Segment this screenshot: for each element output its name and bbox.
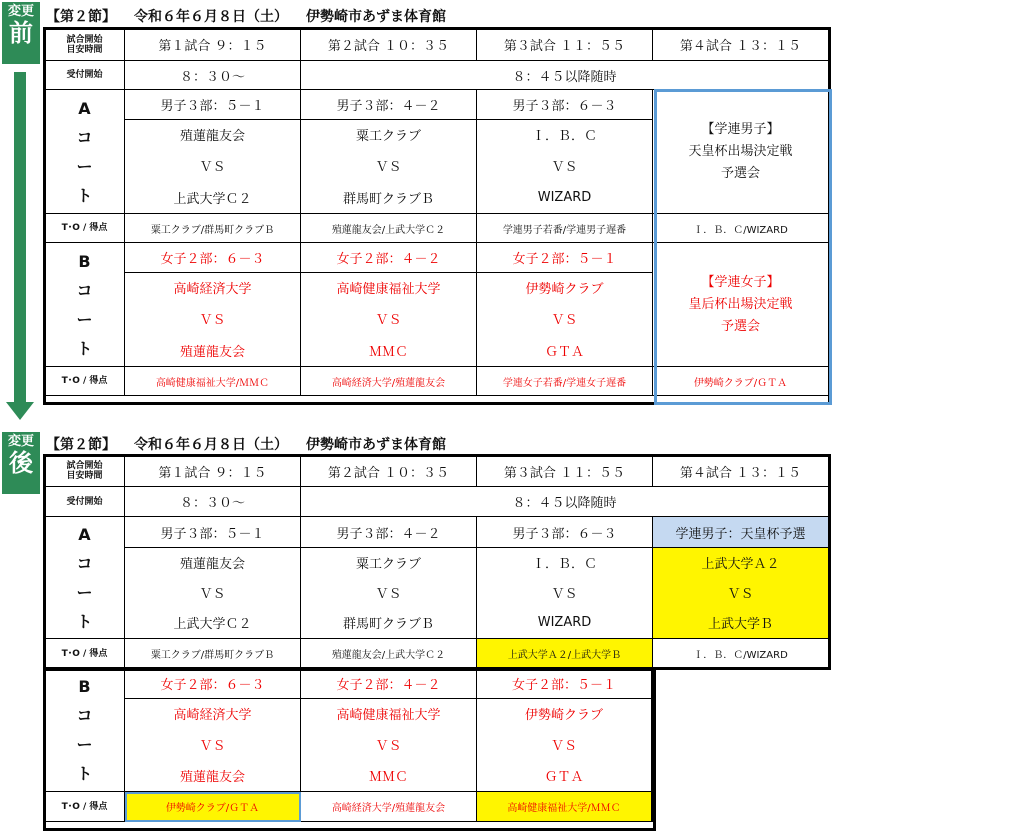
to-label: T･O / 得点 (45, 639, 125, 669)
after-badge: 変更 後 (2, 432, 40, 494)
to-label: T･O / 得点 (45, 367, 125, 396)
before-title: 【第２節】 令和６年６月８日（土） 伊勢崎市あずま体育館 (46, 9, 446, 25)
after-title: 【第２節】 令和６年６月８日（土） 伊勢崎市あずま体育館 (46, 437, 446, 453)
to-label: T･O / 得点 (45, 792, 125, 822)
start-time-label: 試合開始 目安時間 (45, 456, 125, 487)
change-arrow-shaft (14, 72, 26, 404)
before-a-col4: 【学連男子】 天皇杯出場決定戦 予選会 (653, 90, 829, 214)
change-arrow-icon (6, 402, 34, 420)
before-schedule-table: 試合開始 目安時間 第１試合 ９：１５ 第２試合 １０：３５ 第３試合 １１：５５ 第４試合 １３：１５ 受付開始 ８：３０〜 ８：４５以降随時 A コ ー ト 男子３部：５－１ 男子３部：４－２ 男子３部：６－３ 【学連男子】 天皇杯出場決定戦 予選会 殖蓮龍友会 粟工クラブ Ｉ．Ｂ．Ｃ ＶＳ ＶＳ ＶＳ 上武大学Ｃ２ 群馬町クラブＢ WIZARD T･O / 得点 粟工クラブ/群馬町クラブＢ 殖蓮龍友会/上武大学Ｃ２ 学連男子若番/学連男子遅番 Ｉ．Ｂ．Ｃ/WIZARD B コ ー ト 女子２部：６－３ 女子２部：４－２ 女子２部：５－１ 【学連女子】 皇后杯出場決定戦 予選会 高崎経済大学 高崎健康福祉大学 伊勢崎クラブ ＶＳ ＶＳ ＶＳ 殖蓮龍友会 ＭＭＣ ＧＴＡ T･O / 得点 高崎健康福祉大学/ＭＭＣ 高崎経済大学/殖蓮龍友会 学連女子若番/学連女子遅番 伊勢崎クラブ/ＧＴＡ (44, 28, 829, 396)
court-b-label: B コ ー ト (45, 243, 125, 367)
court-a-label: A コ ー ト (45, 517, 125, 639)
to-label: T･O / 得点 (45, 214, 125, 243)
court-a-label: A コ ー ト (45, 90, 125, 214)
after-schedule-table: 試合開始 目安時間 第１試合 ９：１５ 第２試合 １０：３５ 第３試合 １１：５５ 第４試合 １３：１５ 受付開始 ８：３０〜 ８：４５以降随時 A コ ー ト 男子３部：５－１ 男子３部：４－２ 男子３部：６－３ 学連男子：天皇杯予選 殖蓮龍友会 粟工クラブ Ｉ．Ｂ．Ｃ 上武大学Ａ２ ＶＳ ＶＳ ＶＳ ＶＳ 上武大学Ｃ２ 群馬町クラブＢ WIZARD 上武大学Ｂ T･O / 得点 粟工クラブ/群馬町クラブＢ 殖蓮龍友会/上武大学Ｃ２ 上武大学Ａ２/上武大学Ｂ Ｉ．Ｂ．Ｃ/WIZARD B コ ー ト 女子２部：６－３ 女子２部：４－２ 女子２部：５－１ 高崎経済大学 高崎健康福祉大学 伊勢崎クラブ ＶＳ ＶＳ ＶＳ 殖蓮龍友会 ＭＭＣ ＧＴＡ T･O / 得点 伊勢崎クラブ/ＧＴＡ 高崎経済大学/殖蓮龍友会 高崎健康福祉大学/ＭＭＣ (44, 455, 829, 822)
court-b-label: B コ ー ト (45, 669, 125, 792)
reception-label: 受付開始 (45, 61, 125, 90)
start-time-label: 試合開始 目安時間 (45, 29, 125, 61)
before-badge: 変更 前 (2, 2, 40, 64)
reception-label: 受付開始 (45, 487, 125, 517)
before-b-col4: 【学連女子】 皇后杯出場決定戦 予選会 (653, 243, 829, 367)
